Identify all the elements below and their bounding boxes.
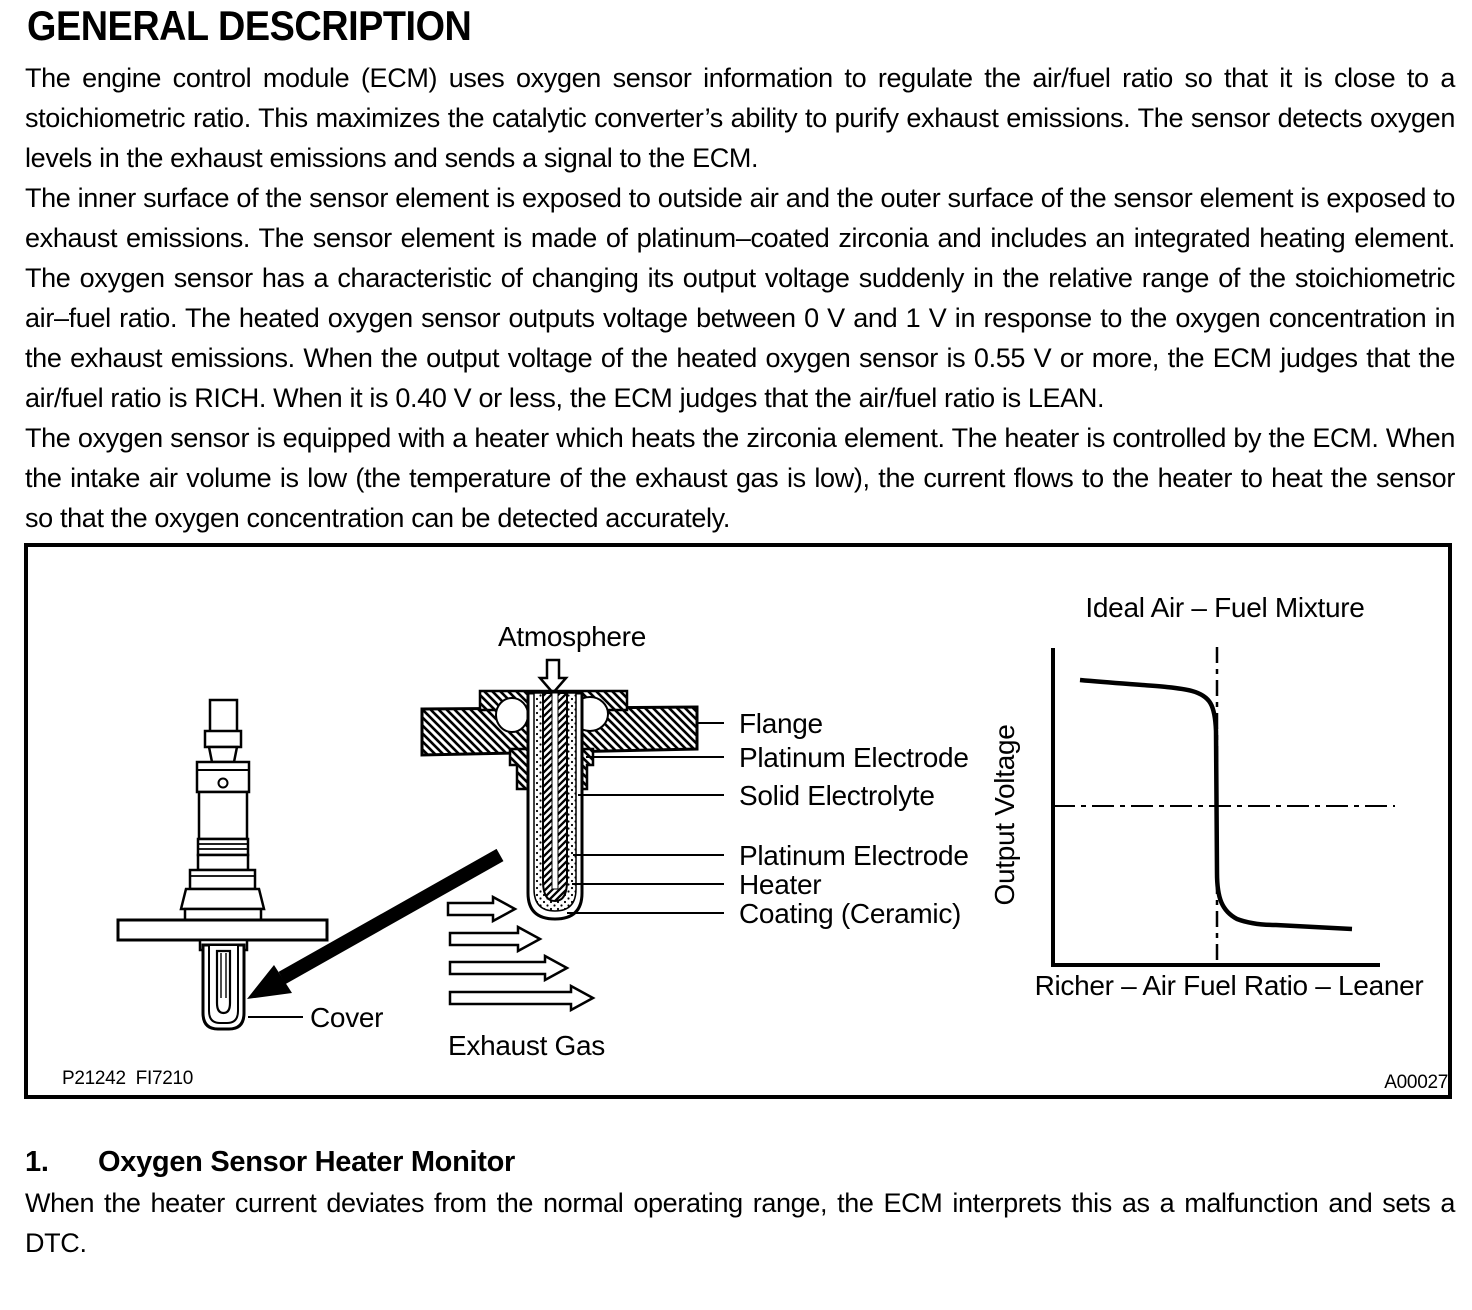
figure-frame <box>24 543 1452 1099</box>
paragraph-3: The oxygen sensor is equipped with a heater which heats the zirconia element. The heater is controlled by the ECM. When the intake air volume is low (the temperature of the exhaust gas is low), the current flows to the heater to heat the sensor so that the oxygen concentration can be detected accurately. <box>25 423 1455 533</box>
atmosphere-label: Atmosphere <box>498 621 646 652</box>
part-label-solid-electrolyte: Solid Electrolyte <box>739 780 935 811</box>
part-label-flange: Flange <box>739 708 823 739</box>
weld-blob <box>496 698 528 732</box>
graph-title: Ideal Air – Fuel Mixture <box>1085 592 1365 623</box>
cover-label: Cover <box>310 1002 384 1033</box>
atmosphere-arrow-icon <box>540 660 566 693</box>
paragraph-1: The engine control module (ECM) uses oxygen sensor information to regulate the air/fuel ratio so that it is close to a stoichiometric ratio. This maximizes the catalytic converter’s ability to purify exhaust emissions. The sensor detects oxygen levels in the exhaust emissions and sends a signal to the ECM. <box>25 63 1455 173</box>
paragraph-2: The inner surface of the sensor element is exposed to outside air and the outer surface of the sensor element is exposed to exhaust emissions. The sensor element is made of platinum–coated zirconia and includes an integrated heating element. The oxygen sensor has a characteristic of changing its output voltage suddenly in the relative range of the stoichiometric air–fuel ratio. The heated oxygen sensor outputs voltage between 0 V and 1 V in response to the oxygen concentration in the exhaust emissions. When the output voltage of the heated oxygen sensor is 0.55 V or more, the ECM judges that the air/fuel ratio is RICH. When it is 0.40 V or less, the ECM judges that the air/fuel ratio is LEAN. <box>25 183 1455 413</box>
figure-code-right: A00027 <box>1384 1072 1448 1093</box>
part-label-platinum-electrode-outer: Platinum Electrode <box>739 742 969 773</box>
part-label-heater: Heater <box>739 869 822 900</box>
oxygen-sensor-figure <box>28 547 1448 1095</box>
graph-x-label: Richer – Air Fuel Ratio – Leaner <box>1034 970 1424 1001</box>
oxygen-sensor-side-view <box>118 700 327 1029</box>
section-heading <box>25 1145 1455 1179</box>
part-label-platinum-electrode-inner: Platinum Electrode <box>739 840 969 871</box>
part-label-coating-ceramic: Coating (Ceramic) <box>739 898 962 929</box>
section-number: 1. <box>25 1146 49 1178</box>
section-title: Oxygen Sensor Heater Monitor <box>98 1146 516 1178</box>
air-channel <box>552 693 558 889</box>
exhaust-gas-label: Exhaust Gas <box>448 1030 606 1061</box>
page-title: GENERAL DESCRIPTION <box>27 2 472 49</box>
graph-y-label: Output Voltage <box>989 724 1020 906</box>
section-paragraph: When the heater current deviates from the normal operating range, the ECM interprets this as a malfunction and sets a DTC. <box>25 1188 1455 1258</box>
output-voltage-graph <box>989 592 1423 1001</box>
figure-code-left: P21242 FI7210 <box>62 1068 194 1089</box>
sensor-cross-section <box>422 621 969 1061</box>
